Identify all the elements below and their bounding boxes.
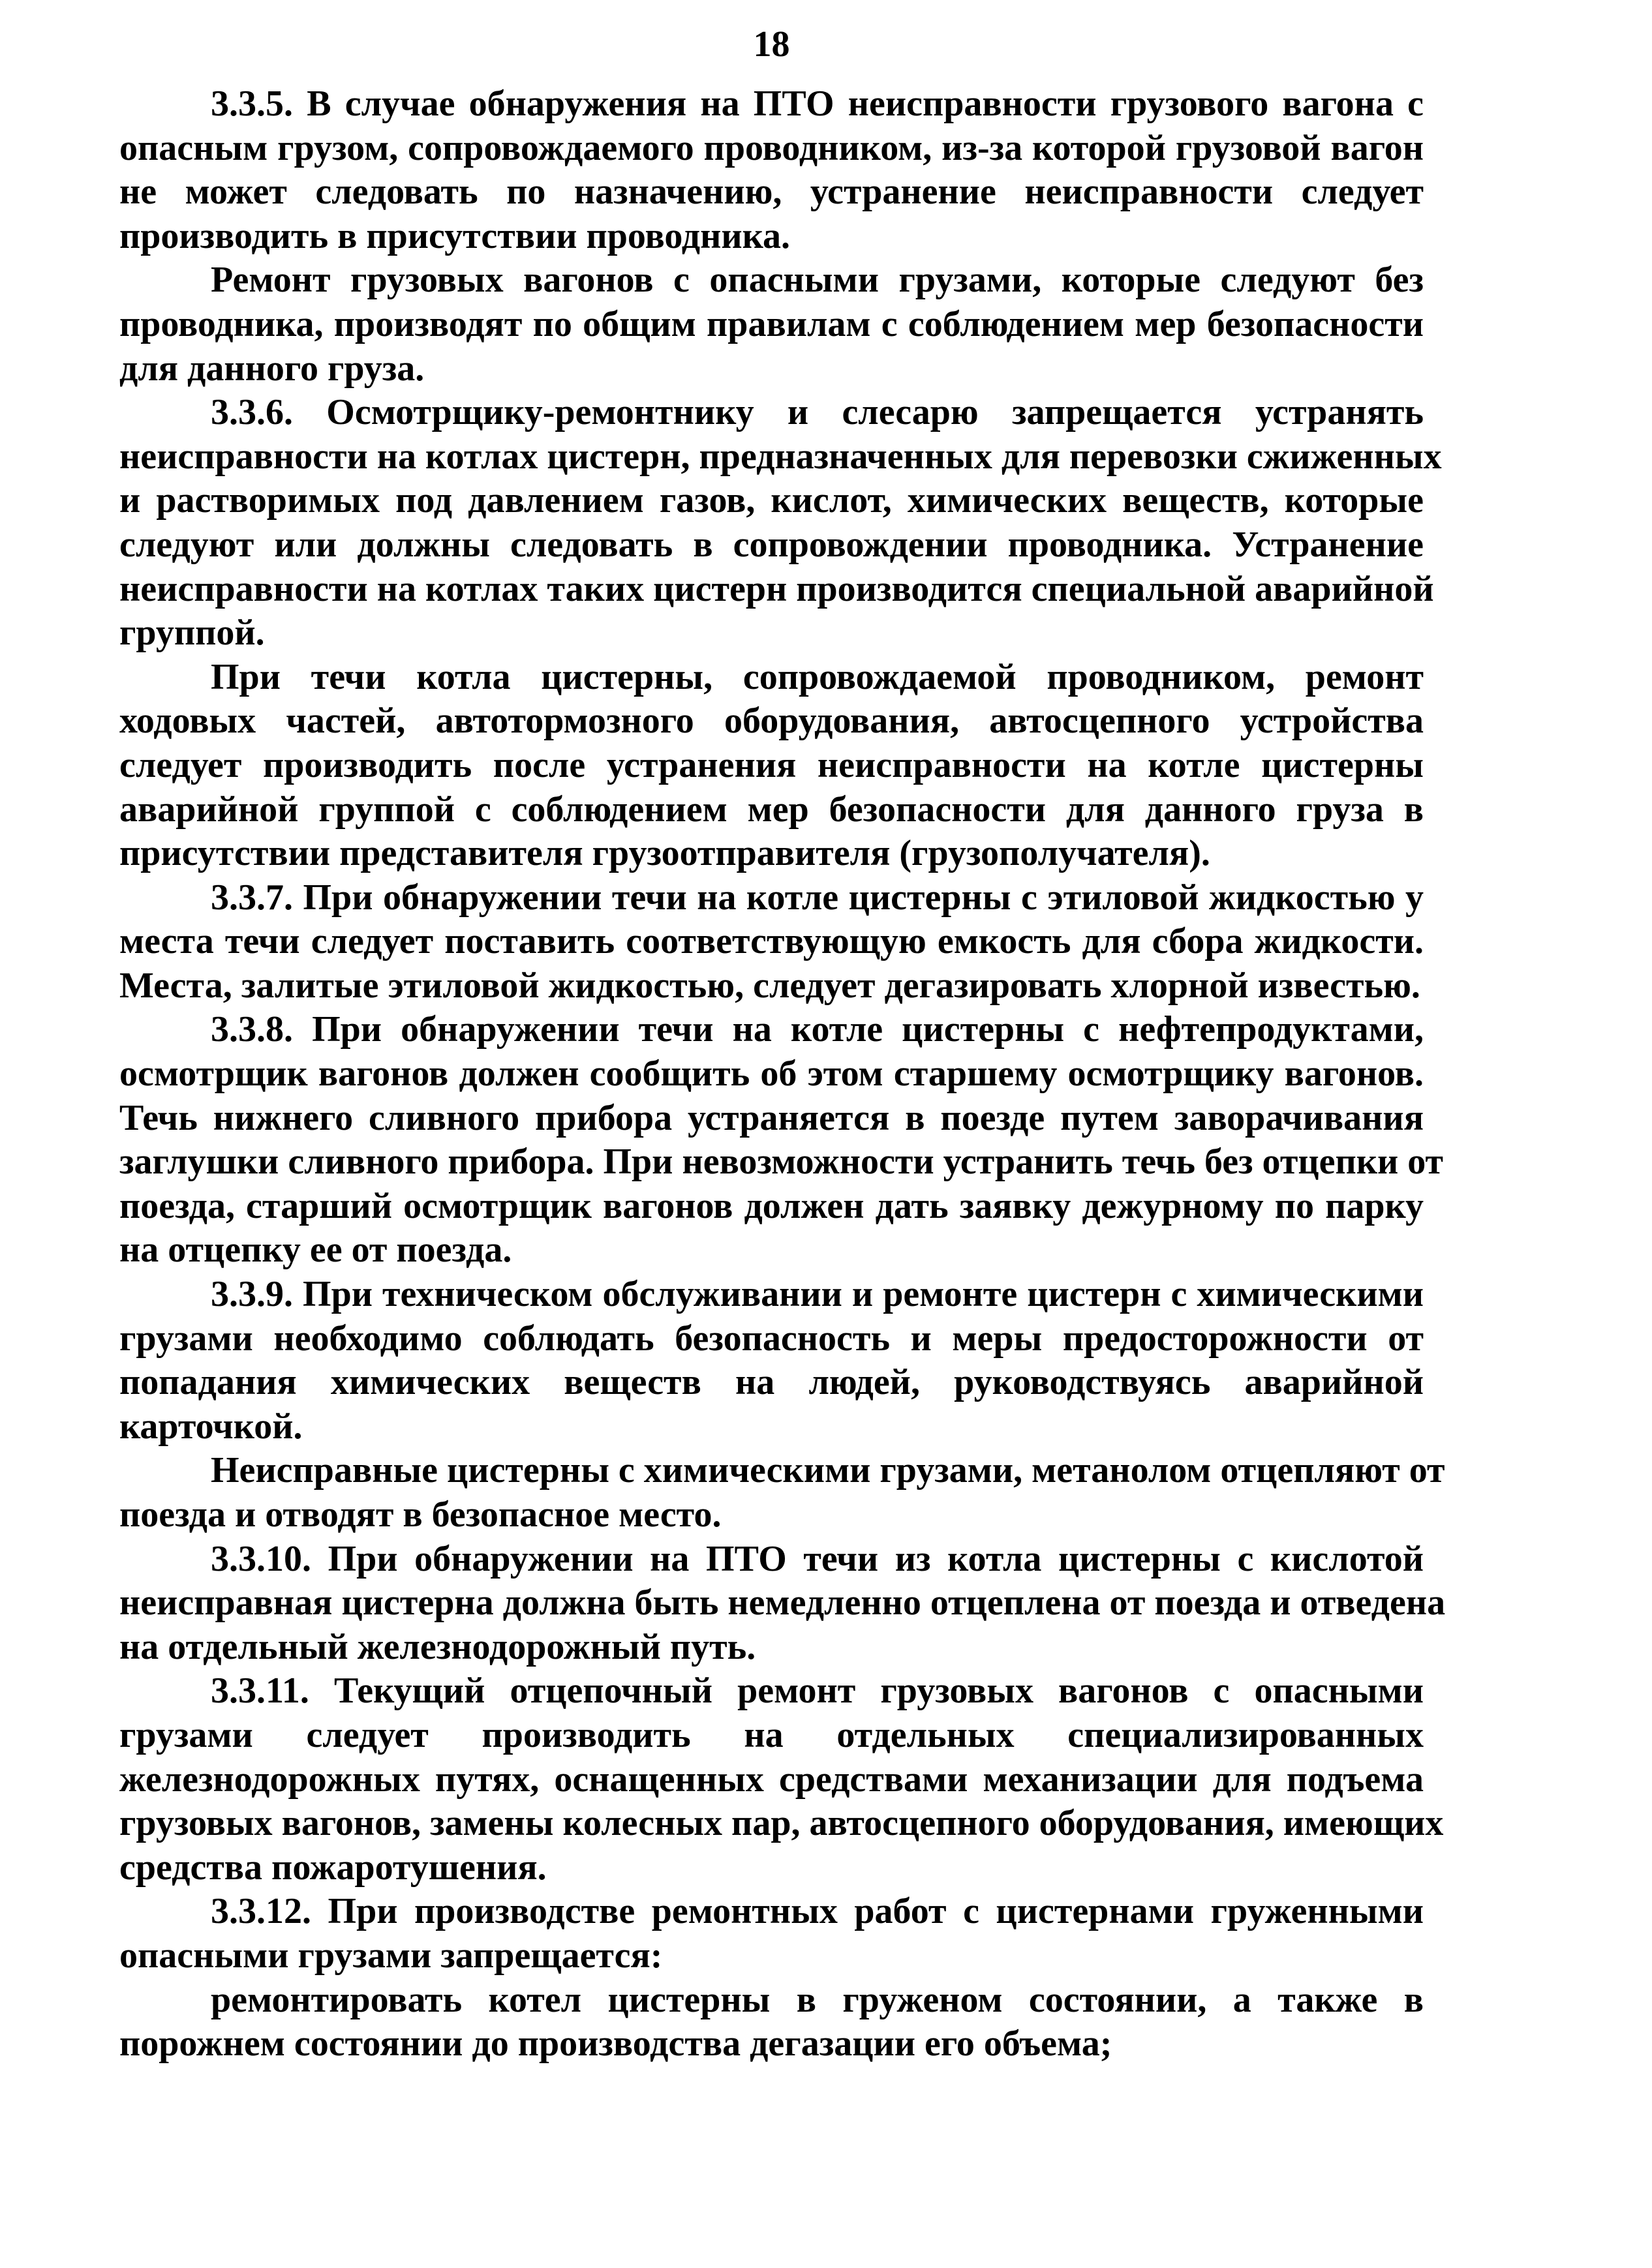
text-line: неисправности на котлах таких цистерн производится специальной аварийной [119,568,1434,609]
paragraph [119,1449,1445,1537]
text-line: 3.3.5. В случае обнаружения на ПТО неисправности грузового вагона с [211,83,1424,124]
paragraph [119,1978,1424,2066]
document-body [119,82,1446,2066]
paragraph [119,876,1424,1008]
text-line: попадания химических веществ на людей, руководствуясь аварийной [119,1362,1424,1403]
text-line: порожнем состоянии до производства дегазации его объема; [119,2023,1112,2064]
text-line: и растворимых под давлением газов, кислот, химических веществ, которые [119,480,1424,521]
text-line: опасным грузом, сопровождаемого проводником, из-за которой грузовой вагон [119,127,1424,168]
text-line: 3.3.12. При производстве ремонтных работ с цистернами груженными [211,1891,1424,1932]
paragraph [119,656,1424,876]
text-line: грузовых вагонов, замены колесных пар, автосцепного оборудования, имеющих [119,1803,1444,1844]
text-line: присутствии представителя грузоотправителя (грузополучателя). [119,833,1210,874]
text-line: средства пожаротушения. [119,1847,547,1888]
paragraph [119,82,1424,258]
text-line: 3.3.10. При обнаружении на ПТО течи из котла цистерны с кислотой [211,1538,1424,1579]
text-line: При течи котла цистерны, сопровождаемой проводником, ремонт [211,656,1424,697]
text-line: Ремонт грузовых вагонов с опасными грузами, которые следуют без [211,260,1424,301]
text-line: осмотрщик вагонов должен сообщить об этом старшему осмотрщику вагонов. [119,1053,1424,1095]
text-line: Места, залитые этиловой жидкостью, следует дегазировать хлорной известью. [119,965,1420,1006]
paragraph [119,391,1442,656]
text-line: ходовых частей, автотормозного оборудования, автосцепного устройства [119,701,1424,742]
text-line: группой. [119,612,265,654]
paragraph [119,1669,1444,1890]
text-line: поезда, старший осмотрщик вагонов должен дать заявку дежурному по парку [119,1185,1424,1226]
text-line: неисправная цистерна должна быть немедленно отцеплена от поезда и отведена [119,1582,1446,1624]
text-line: проводника, производят по общим правилам с соблюдением мер безопасности [119,303,1424,344]
text-line: следует производить после устранения неисправности на котле цистерны [119,744,1424,785]
text-line: 3.3.8. При обнаружении течи на котле цистерны с нефтепродуктами, [211,1009,1424,1050]
text-line: опасными грузами запрещается: [119,1935,663,1976]
paragraph [119,1890,1424,1978]
text-line: грузами следует производить на отдельных специализированных [119,1714,1424,1755]
text-line: заглушки сливного прибора. При невозможности устранить течь без отцепки от [119,1142,1444,1183]
text-line: 3.3.7. При обнаружении течи на котле цистерны с этиловой жидкостью у [211,877,1424,918]
page-number: 18 [753,24,790,65]
text-line: на отцепку ее от поезда. [119,1230,512,1271]
text-line: неисправности на котлах цистерн, предназначенных для перевозки сжиженных [119,436,1442,477]
paragraph [119,258,1424,391]
text-line: производить в присутствии проводника. [119,215,791,256]
text-line: на отдельный железнодорожный путь. [119,1626,756,1667]
paragraph [119,1273,1424,1449]
text-line: железнодорожных путях, оснащенных средствами механизации для подъема [119,1759,1424,1800]
text-line: аварийной группой с соблюдением мер безопасности для данного груза в [119,789,1424,830]
text-line: следуют или должны следовать в сопровождении проводника. Устранение [119,524,1424,565]
text-line: 3.3.9. При техническом обслуживании и ремонте цистерн с химическими [211,1274,1424,1315]
text-line: Неисправные цистерны с химическими грузами, метанолом отцепляют от [211,1450,1445,1491]
text-line: поезда и отводят в безопасное место. [119,1494,722,1535]
text-line: ремонтировать котел цистерны в груженом состоянии, а также в [211,1979,1424,2020]
text-line: грузами необходимо соблюдать безопасность и меры предосторожности от [119,1318,1424,1359]
paragraph [119,1537,1446,1670]
text-line: места течи следует поставить соответствующую емкость для сбора жидкости. [119,921,1424,962]
text-line: Течь нижнего сливного прибора устраняется в поезде путем заворачивания [119,1097,1424,1138]
text-line: 3.3.6. Осмотрщику-ремонтнику и слесарю запрещается устранять [211,392,1424,433]
text-line: для данного груза. [119,348,425,389]
paragraph [119,1008,1444,1273]
text-line: не может следовать по назначению, устранение неисправности следует [119,172,1424,213]
text-line: 3.3.11. Текущий отцепочный ремонт грузовых вагонов с опасными [211,1671,1424,1712]
text-line: карточкой. [119,1406,303,1447]
